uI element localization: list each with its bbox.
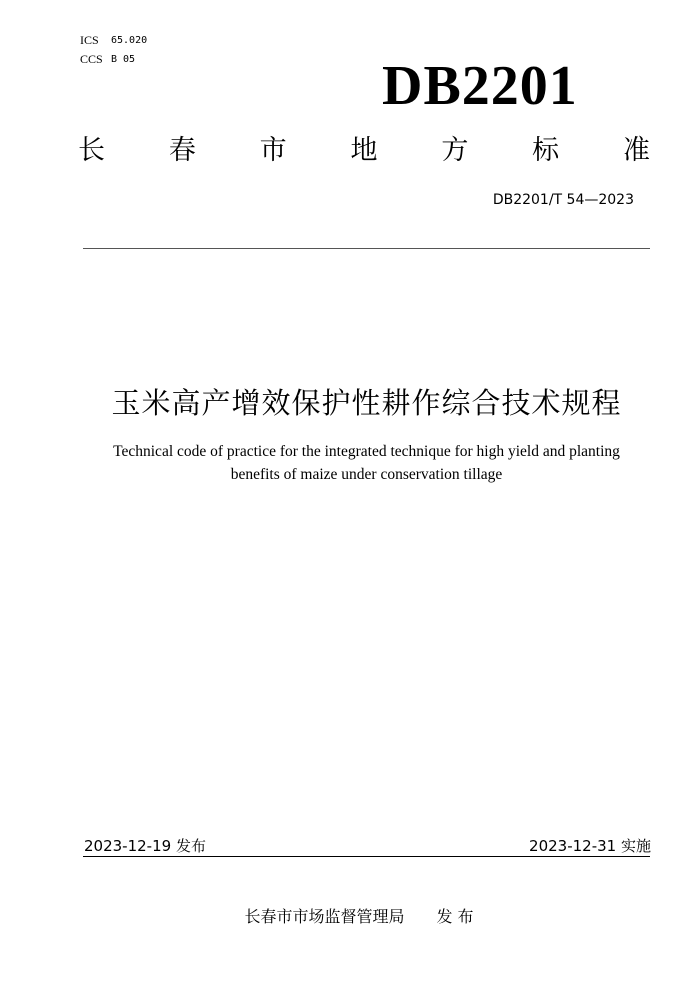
issuer-action: 发 布 (436, 907, 474, 926)
standard-type-char: 长 (78, 135, 105, 166)
standard-type-heading (78, 137, 650, 164)
standard-type-char: 准 (622, 135, 650, 166)
title-chinese: 玉米高产增效保护性耕作综合技术规程 (111, 386, 622, 420)
title-english-line: benefits of maize under conservation tillage (230, 466, 503, 483)
footer-divider (83, 856, 650, 857)
standard-type-char: 春 (168, 135, 196, 166)
standard-type-char: 方 (441, 135, 469, 166)
ccs-label: CCS (80, 52, 103, 66)
standard-type-char: 标 (532, 135, 560, 166)
standard-type-char: 市 (259, 135, 287, 166)
ccs-code: B 05 (111, 54, 136, 65)
standard-type-char: 地 (350, 135, 378, 166)
title-english-line: Technical code of practice for the integrated technique for high yield and planting (113, 443, 620, 460)
standard-logo: DB2201 (382, 55, 578, 117)
implement-date: 2023-12-31 实施 (529, 837, 651, 855)
publish-date: 2023-12-19 发布 (84, 837, 206, 855)
standard-number: DB2201/T 54—2023 (492, 192, 634, 208)
ics-code: 65.020 (111, 35, 148, 46)
ics-label: ICS (80, 33, 99, 47)
header-divider (83, 248, 650, 249)
title-english (90, 440, 643, 486)
issuer-line (0, 904, 700, 927)
issuer-name: 长春市市场监督管理局 (244, 907, 405, 926)
